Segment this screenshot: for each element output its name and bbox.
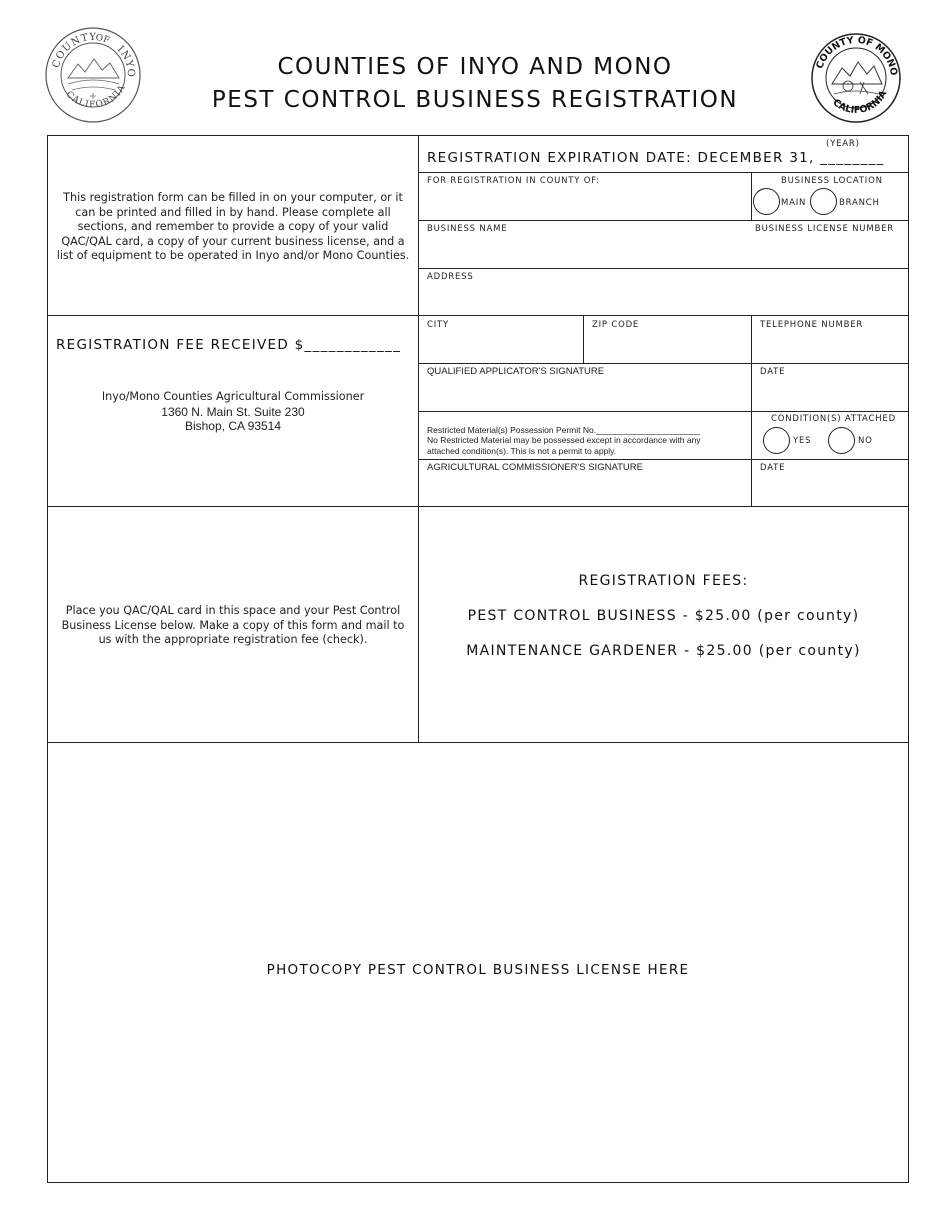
seal-right-bottom-text: CALIFORNIA — [830, 88, 890, 117]
registration-fees-heading: REGISTRATION FEES: — [578, 573, 749, 589]
address-label: ADDRESS — [427, 272, 474, 282]
form-title-line1: COUNTIES OF INYO AND MONO — [277, 54, 673, 80]
svg-text:INYO — [115, 44, 136, 78]
form-instructions: This registration form can be filled in on your computer, or it can be printed and filled in by hand. Please complete all sections, and remember to provide a copy of your valid QAC/QAL card, a copy of your current business license, and a list of equipment to be operated in Inyo and/or Mono Counties. — [56, 191, 410, 262]
photocopy-license-area: PHOTOCOPY PEST CONTROL BUSINESS LICENSE HERE — [266, 962, 690, 978]
svg-text:COUNTY — [51, 32, 97, 69]
office-street: 1360 N. Main St. Suite 230 — [161, 404, 305, 419]
svg-text:OF — [95, 33, 111, 46]
no-label: NO — [858, 436, 873, 446]
registration-form — [47, 135, 909, 1183]
conditions-attached-label: CONDITION(S) ATTACHED — [771, 414, 896, 424]
date-label-1: DATE — [760, 367, 786, 377]
city-label: CITY — [427, 320, 450, 330]
restricted-note-line1: No Restricted Material may be possessed except in accordance with any — [427, 435, 701, 445]
date-label-2: DATE — [760, 463, 786, 473]
office-name: Inyo/Mono Counties Agricultural Commissioner — [101, 390, 365, 403]
office-address — [54, 390, 412, 434]
seal-left-right-text: INYO — [114, 44, 137, 79]
restricted-permit-field[interactable]: Restricted Material(s) Possession Permit No.______________________ — [427, 425, 701, 435]
ag-commissioner-signature-label: AGRICULTURAL COMMISSIONER'S SIGNATURE — [427, 462, 643, 473]
fee-received-field[interactable]: REGISTRATION FEE RECEIVED $____________ — [56, 337, 402, 353]
mono-county-seal — [810, 32, 902, 124]
qa-signature-label: QUALIFIED APPLICATOR'S SIGNATURE — [427, 366, 605, 377]
telephone-label: TELEPHONE NUMBER — [760, 320, 864, 330]
seal-left-top-text: COUNTY — [50, 31, 98, 70]
office-city: Bishop, CA 93514 — [184, 419, 282, 433]
restricted-note-line2: attached condition(s). This is not a permit to apply. — [427, 446, 617, 456]
year-label: (YEAR) — [826, 139, 860, 149]
seal-left-bottom-text: CALIFORNIA — [63, 82, 128, 111]
main-location-radio[interactable] — [753, 188, 780, 215]
business-name-label: BUSINESS NAME — [427, 224, 508, 234]
business-license-label: BUSINESS LICENSE NUMBER — [755, 224, 894, 234]
maintenance-gardener-fee: MAINTENANCE GARDENER - $25.00 (per county) — [466, 643, 861, 659]
branch-location-radio[interactable] — [810, 188, 837, 215]
business-location-label: BUSINESS LOCATION — [781, 176, 883, 186]
zip-code-label: ZIP CODE — [592, 320, 640, 330]
yes-label: YES — [793, 436, 812, 446]
county-label: FOR REGISTRATION IN COUNTY OF: — [427, 176, 600, 186]
inyo-county-seal — [44, 26, 142, 124]
seal-right-top-text: COUNTY OF MONO — [814, 34, 900, 77]
pest-control-fee: PEST CONTROL BUSINESS - $25.00 (per county) — [467, 608, 860, 624]
branch-label: BRANCH — [839, 198, 880, 208]
card-instructions: Place you QAC/QAL card in this space and your Pest Control Business License below. Make a copy of this form and mail to us with the appropriate registration fee (check). — [61, 604, 405, 646]
main-label: MAIN — [781, 198, 807, 208]
conditions-yes-radio[interactable] — [763, 427, 790, 454]
conditions-no-radio[interactable] — [828, 427, 855, 454]
seal-left-of-text: OF — [94, 32, 111, 47]
form-title-line2: PEST CONTROL BUSINESS REGISTRATION — [211, 87, 739, 113]
expiration-date-field[interactable]: REGISTRATION EXPIRATION DATE: DECEMBER 31, ________ — [427, 150, 885, 166]
